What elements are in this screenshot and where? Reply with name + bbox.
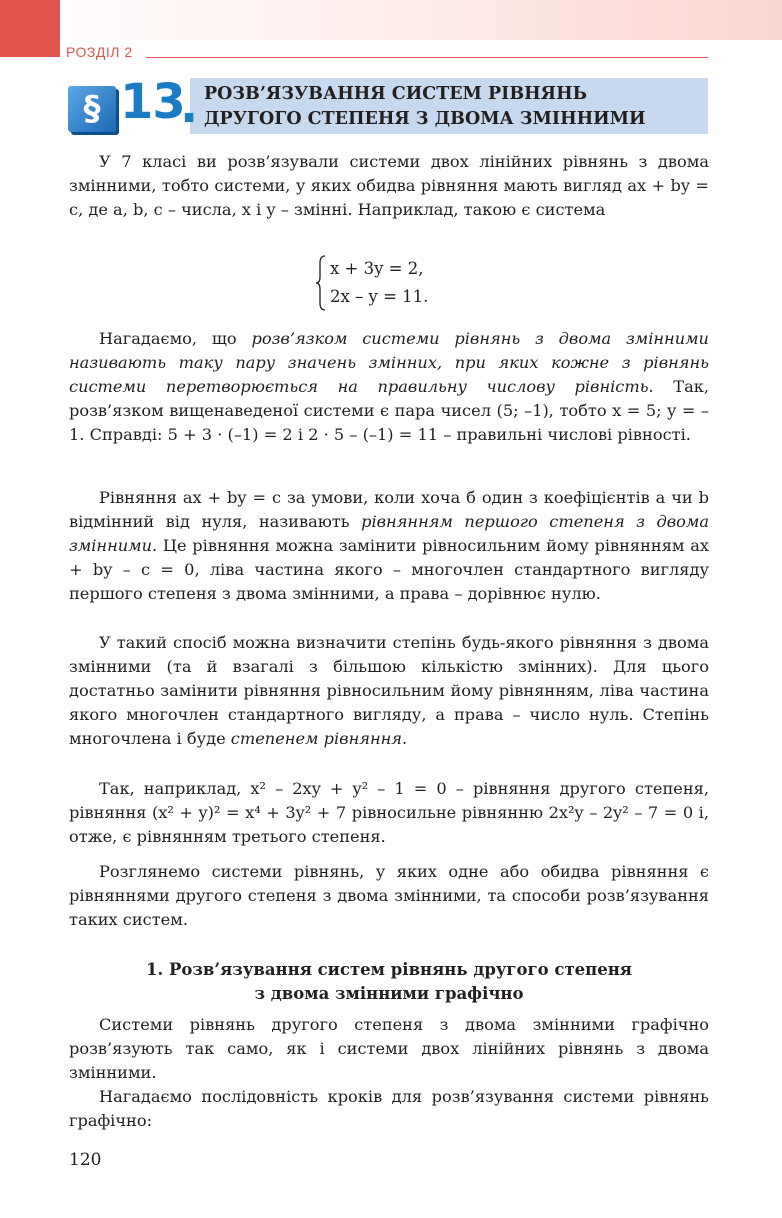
term-first-degree: рівнянням першого степеня з двома змінними [69,512,709,555]
paragraph-3-lead: Рівняння ax + by = c за умови, коли хоча б один з коефіцієнтів a чи b відмінний від нуля, називають [69,488,709,531]
equation-system [316,255,516,315]
system-line-2: 2x – y = 11. [330,287,429,306]
paragraph-4-rest: . [402,729,408,748]
page-number: 120 [69,1150,102,1170]
paragraph-4-lead: У такий спосіб можна визначити степінь будь-якого рівняння з двома змінними (та й взагалі з більшою кількістю змінних). Для цього достатньо замінити рівняння рівносильним йому рівнянням, ліва частина якого многочлен стандартного вигляду, а права – число нуль. Степінь многочлена і буде [69,633,709,748]
title-line-2: ДРУГОГО СТЕПЕНЯ З ДВОМА ЗМІННИМИ [204,109,646,129]
paragraph-3-rest: . Це рівняння можна замінити рівносильним йому рівнянням ax + by – c = 0, ліва частина якого – многочлен стандартного вигляду першого степеня з двома змінними, а права – дорівнює нулю. [69,536,709,603]
paragraph-2-lead: Нагадаємо, що [99,329,252,348]
subheading-line-1: 1. Розв’язування систем рівнянь другого степеня [145,960,633,979]
paragraph-number: 13 [120,74,185,130]
system-brace [316,255,326,311]
paragraph-6: Розглянемо системи рівнянь, у яких одне або обидва рівняння є рівняннями другого степеня з двома змінними, та способи розв’язування таких систем. [69,862,709,929]
paragraph-2 [69,327,709,447]
term-equation-degree: степенем рівняння [230,729,402,748]
subheading-line-2: з двома змінними графічно [254,984,524,1003]
page-title [204,82,704,132]
paragraph-dot: . [180,78,199,134]
subheading [69,958,709,1006]
paragraph-8: Нагадаємо послідовність кроків для розв’язування системи рівнянь графічно: [69,1087,709,1130]
paragraph-4 [69,631,709,751]
section-label: РОЗДІЛ 2 [66,44,133,60]
paragraph-1: У 7 класі ви розв’язували системи двох лінійних рівнянь з двома змінними, тобто системи, у яких обидва рівняння мають вигляд ax + by = c, де a, b, c – числа, x і y – змінні. Наприклад, такою є система [69,152,709,219]
system-line-1: x + 3y = 2, [330,259,424,278]
definition-solution: розв’язком системи рівнянь з двома змінними називають таку пару значень змінних, при яких кожне з рівнянь системи перетворюється на правильну числову рівність [69,329,709,396]
paragraph-3 [69,486,709,606]
title-line-1: РОЗВ’ЯЗУВАННЯ СИСТЕМ РІВНЯНЬ [204,84,588,104]
paragraph-7: Системи рівнянь другого степеня з двома змінними графічно розв’язують так само, як і системи двох лінійних рівнянь з двома змінними. [69,1015,709,1082]
header-band [0,0,782,40]
paragraph-sign-icon: § [68,86,116,132]
paragraph-2-rest: . Так, розв’язком вищенаведеної системи є пара чисел (5; –1), тобто x = 5; y = –1. Справді: 5 + 3 · (–1) = 2 і 2 · 5 – (–1) = 11 – правильні числові рівності. [69,377,709,444]
section-rule [146,57,708,58]
paragraph-5: Так, наприклад, x² – 2xy + y² – 1 = 0 – рівняння другого степеня, рівняння (x² + y)² = x⁴ + 3y² + 7 рівносильне рівнянню 2x²y – 2y² – 7 = 0 і, отже, є рівнянням третього степеня. [69,779,709,846]
section-corner-tab [0,0,60,57]
